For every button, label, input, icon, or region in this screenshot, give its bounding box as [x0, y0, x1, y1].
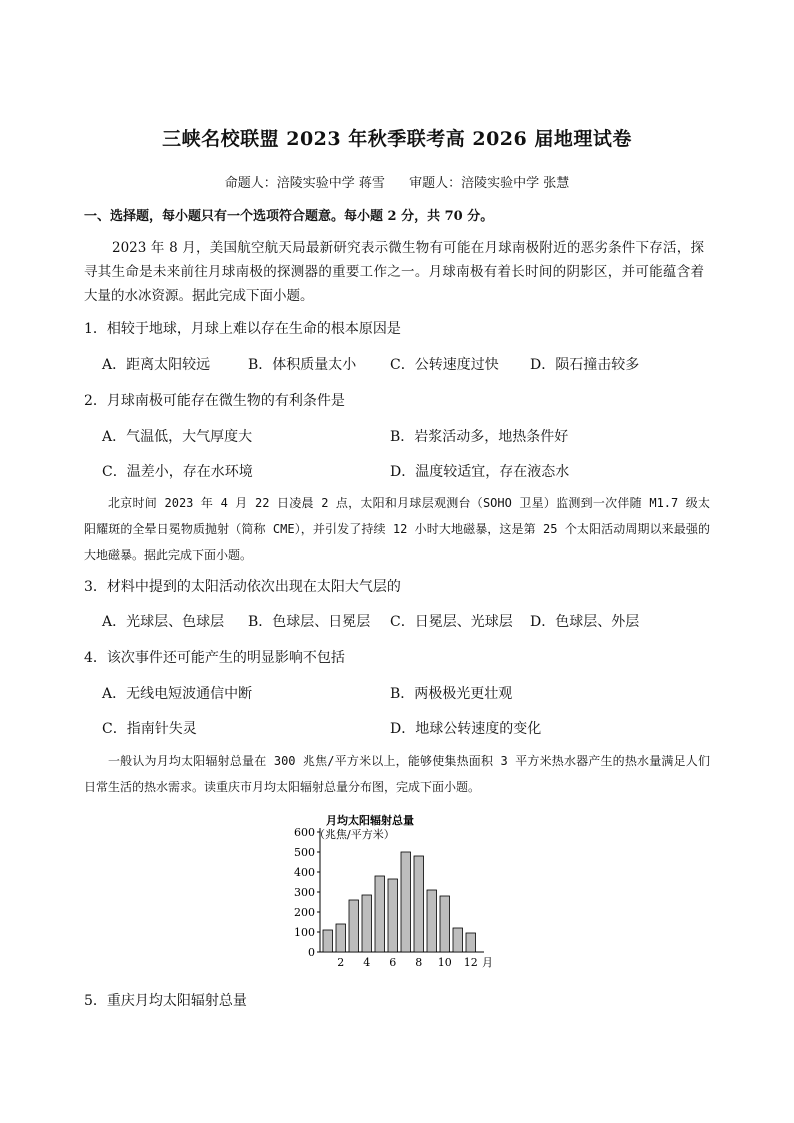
bar: [453, 928, 463, 952]
y-tick-label: 500: [294, 846, 315, 859]
bar: [336, 924, 346, 952]
bar: [401, 852, 411, 952]
bar: [362, 895, 372, 952]
author-line: [0, 172, 794, 191]
y-tick-label: 400: [294, 866, 315, 879]
bar: [440, 896, 450, 952]
q3-option-a[interactable]: A．光球层、色球层: [102, 614, 225, 630]
passage-1: 2023 年 8 月，美国航空航天局最新研究表示微生物有可能在月球南极附近的恶劣条件下存活，探寻其生命是未来前往月球南极的探测器的重要工作之一。月球南极有着长时间的阴影区，并可能蕴含着大量的水冰资源。据此完成下面小题。: [84, 240, 704, 304]
q1-option-d[interactable]: D．陨石撞击较多: [530, 357, 640, 373]
question-1-stem: 1．相较于地球，月球上难以存在生命的根本原因是: [84, 321, 401, 337]
bar: [427, 890, 437, 952]
solar-radiation-chart: [286, 812, 516, 972]
question-3-stem: 3．材料中提到的太阳活动依次出现在太阳大气层的: [84, 579, 401, 595]
q4-option-b[interactable]: B．两极极光更壮观: [390, 686, 513, 702]
q2-option-b[interactable]: B．岩浆活动多，地热条件好: [390, 429, 569, 445]
passage-2: 北京时间 2023 年 4 月 22 日凌晨 2 点，太阳和月球层观测台（SOHO 卫星）监测到一次伴随 M1.7 级太阳耀斑的全晕日冕物质抛射（简称 CME），并引发了持续 12 小时大地磁暴，这是第 25 个太阳活动周期以来最强的大地磁暴。据此完成下面小题。: [84, 496, 710, 562]
y-axis-unit: （兆焦/平方米）: [314, 828, 395, 841]
q2-option-c[interactable]: C．温差小，存在水环境: [102, 464, 253, 480]
x-tick-label: 6: [389, 956, 397, 969]
x-tick-label: 8: [415, 956, 423, 969]
x-tick-label: 10: [437, 956, 452, 969]
bar: [349, 900, 359, 952]
question-2-stem: 2．月球南极可能存在微生物的有利条件是: [84, 393, 345, 409]
q2-option-d[interactable]: D．温度较适宜，存在液态水: [390, 464, 570, 480]
q3-option-b[interactable]: B．色球层、日冕层: [248, 614, 371, 630]
author: 命题人：涪陵实验中学 蒋雪: [224, 176, 385, 191]
q4-option-a[interactable]: A．无线电短波通信中断: [102, 686, 253, 702]
bar: [375, 876, 385, 952]
y-tick-label: 300: [294, 886, 315, 899]
x-tick-label: 12: [463, 956, 478, 969]
section-heading: 一、选择题，每小题只有一个选项符合题意。每小题 2 分，共 70 分。: [84, 209, 494, 224]
q1-option-b[interactable]: B．体积质量太小: [248, 357, 357, 373]
q4-option-d[interactable]: D．地球公转速度的变化: [390, 721, 542, 737]
bar: [323, 930, 333, 952]
q2-option-a[interactable]: A．气温低，大气厚度大: [102, 429, 253, 445]
y-tick-label: 600: [294, 826, 315, 839]
q1-option-a[interactable]: A．距离太阳较远: [102, 357, 211, 373]
bar: [414, 856, 424, 952]
bar: [466, 933, 476, 952]
q3-option-c[interactable]: C．日冕层、光球层: [390, 614, 513, 630]
y-tick-label: 100: [294, 926, 315, 939]
x-tick-label: 4: [363, 956, 371, 969]
y-tick-label: 200: [294, 906, 315, 919]
page-title: 三峡名校联盟 2023 年秋季联考高 2026 届地理试卷: [162, 128, 632, 150]
bar: [388, 879, 398, 952]
question-5-stem: 5．重庆月均太阳辐射总量: [84, 993, 247, 1009]
question-4-stem: 4．该次事件还可能产生的明显影响不包括: [84, 650, 345, 666]
reviewer: 审题人：涪陵实验中学 张慧: [409, 176, 570, 191]
x-axis-label: 月: [482, 956, 493, 969]
q4-option-c[interactable]: C．指南针失灵: [102, 721, 197, 737]
x-tick-label: 2: [337, 956, 345, 969]
chart-title: 月均太阳辐射总量: [326, 814, 414, 827]
passage-3: 一般认为月均太阳辐射总量在 300 兆焦/平方米以上，能够使集热面积 3 平方米热水器产生的热水量满足人们日常生活的热水需求。读重庆市月均太阳辐射总量分布图，完成下面小题。: [84, 754, 710, 794]
y-tick-label: 0: [308, 946, 315, 959]
q1-option-c[interactable]: C．公转速度过快: [390, 357, 499, 373]
q3-option-d[interactable]: D．色球层、外层: [530, 614, 640, 630]
